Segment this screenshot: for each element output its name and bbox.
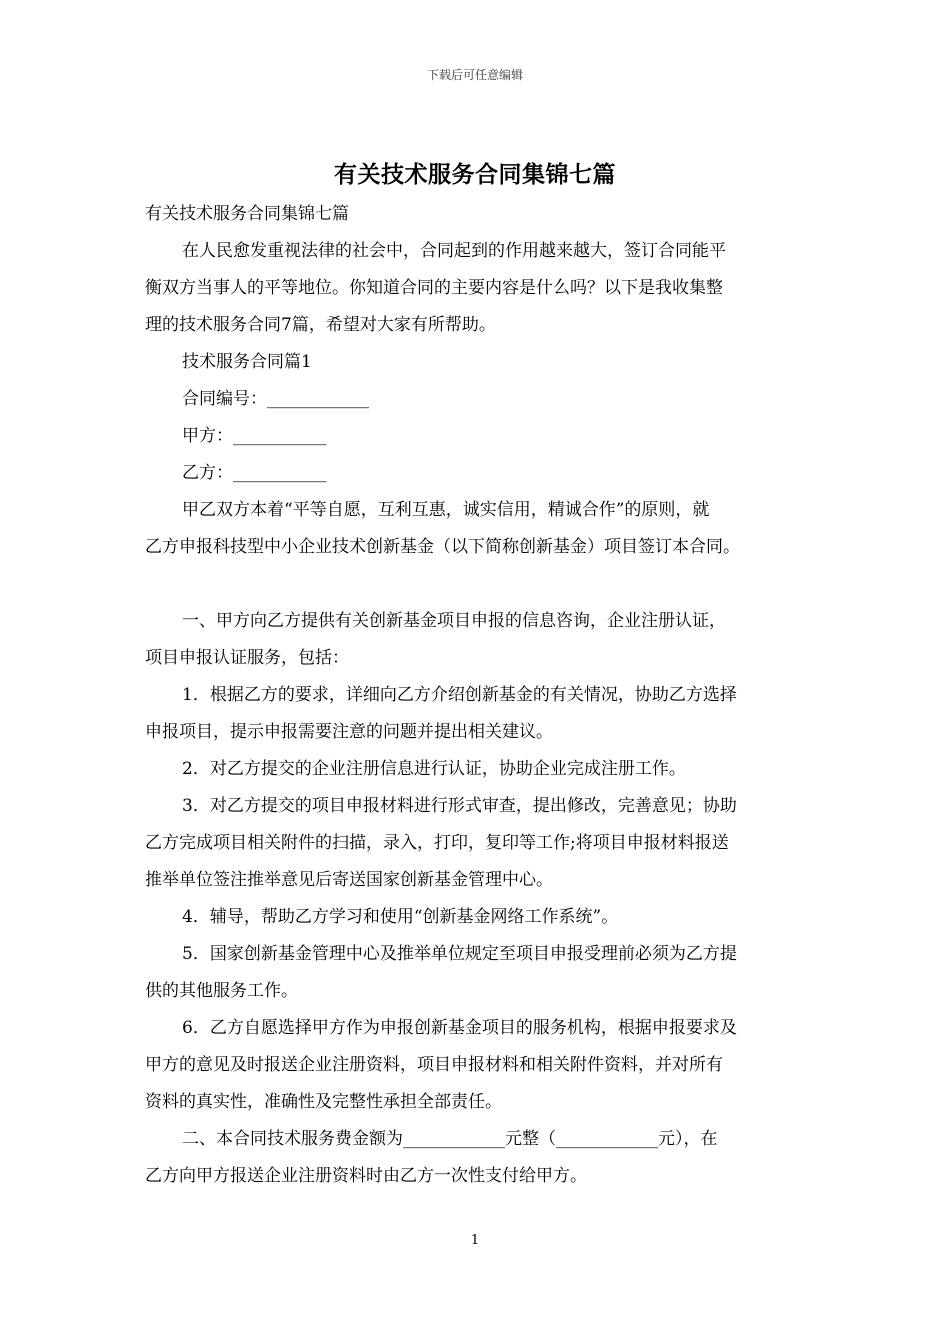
paragraph-line: 资料的真实性，准确性及完整性承担全部责任。 — [145, 1092, 502, 1112]
paragraph-line: 推举单位签注推举意见后寄送国家创新基金管理中心。 — [145, 870, 553, 890]
paragraph-line: 供的其他服务工作。 — [145, 981, 298, 1001]
page-number: 1 — [470, 1233, 480, 1248]
party-a-field: 甲方：___________ — [182, 426, 327, 446]
document-body — [145, 196, 810, 1195]
clause-heading: 二、本合同技术服务费金额为____________元整（____________元），在 — [182, 1129, 718, 1149]
paragraph-line: 甲乙双方本着“平等自愿，互利互惠，诚实信用，精诚合作”的原则，就 — [182, 500, 710, 520]
party-b-field: 乙方：___________ — [182, 463, 327, 483]
paragraph-line: 衡双方当事人的平等地位。你知道合同的主要内容是什么吗？以下是我收集整 — [145, 278, 723, 298]
paragraph-line: 理的技术服务合同7篇，希望对大家有所帮助。 — [145, 315, 496, 335]
clause-item: 3．对乙方提交的项目申报材料进行形式审查，提出修改，完善意见；协助 — [182, 796, 737, 816]
paragraph-line: 乙方向甲方报送企业注册资料时由乙方一次性支付给甲方。 — [145, 1166, 587, 1186]
paragraph-line: 在人民愈发重视法律的社会中，合同起到的作用越来越大，签订合同能平 — [182, 241, 726, 261]
section-heading: 技术服务合同篇1 — [182, 352, 312, 372]
contract-number-field: 合同编号：____________ — [182, 389, 369, 409]
clause-item: 5．国家创新基金管理中心及推举单位规定至项目申报受理前必须为乙方提 — [182, 944, 737, 964]
paragraph-line: 乙方申报科技型中小企业技术创新基金（以下简称创新基金）项目签订本合同。 — [145, 537, 740, 557]
clause-item: 2．对乙方提交的企业注册信息进行认证，协助企业完成注册工作。 — [182, 759, 686, 779]
paragraph-line: 乙方完成项目相关附件的扫描，录入，打印，复印等工作;将项目申报材料报送 — [145, 833, 729, 853]
clause-item: 6．乙方自愿选择甲方作为申报创新基金项目的服务机构，根据申报要求及 — [182, 1018, 737, 1038]
blank-line — [145, 566, 810, 603]
paragraph-line: 甲方的意见及时报送企业注册资料，项目申报材料和相关附件资料，并对所有 — [145, 1055, 723, 1075]
page-header: 下载后可任意编辑 — [426, 68, 523, 82]
clause-item: 4．辅导，帮助乙方学习和使用“创新基金网络工作系统”。 — [182, 907, 619, 927]
subtitle-line: 有关技术服务合同集锦七篇 — [145, 204, 349, 224]
paragraph-line: 申报项目，提示申报需要注意的问题并提出相关建议。 — [145, 722, 553, 742]
clause-heading: 一、甲方向乙方提供有关创新基金项目申报的信息咨询，企业注册认证， — [182, 611, 726, 631]
document-title: 有关技术服务合同集锦七篇 — [334, 161, 616, 188]
paragraph-line: 项目申报认证服务，包括： — [145, 648, 349, 668]
clause-item: 1．根据乙方的要求，详细向乙方介绍创新基金的有关情况，协助乙方选择 — [182, 685, 737, 705]
